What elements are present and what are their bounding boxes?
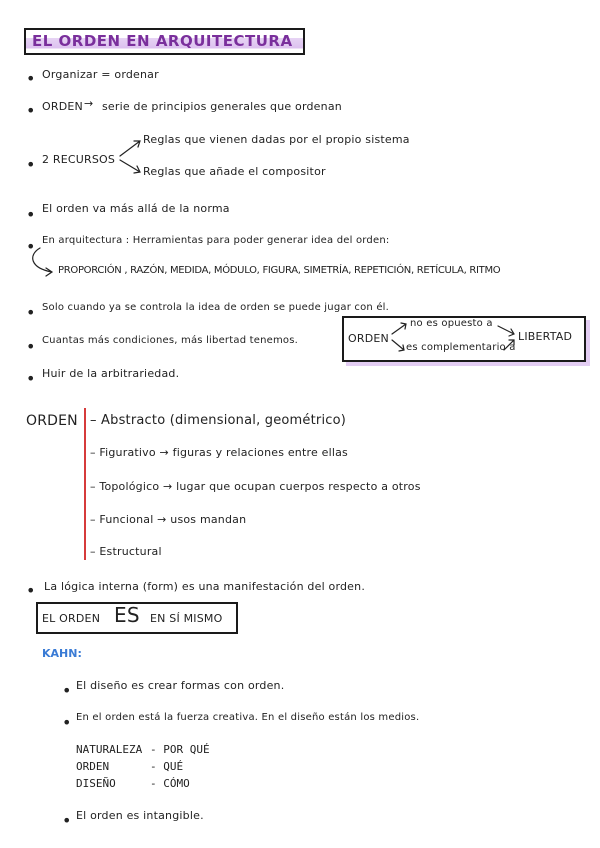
arrow-right-icon <box>504 340 514 350</box>
note-orden-def: serie de principios generales que ordenan <box>102 100 342 113</box>
es-box-big: ES <box>114 603 140 627</box>
bullet-dot: • <box>26 337 36 356</box>
tree-item: – Topológico → lugar que ocupan cuerpos respecto a otros <box>90 480 421 493</box>
libertad-orden: ORDEN <box>348 332 389 345</box>
tree-orden-label: ORDEN <box>26 413 78 429</box>
libertad-complementario: es complementario a <box>406 342 516 353</box>
kahn-row-term: DISEÑO <box>76 777 116 790</box>
page-title: EL ORDEN EN ARQUITECTURA <box>24 28 305 55</box>
kahn-p3: El orden es intangible. <box>76 809 204 822</box>
tree-item: – Estructural <box>90 545 162 558</box>
kahn-p2: En el orden está la fuerza creativa. En el diseño están los medios. <box>76 712 420 723</box>
note-tools: PROPORCIÓN , RAZÓN, MEDIDA, MÓDULO, FIGURA, SIMETRÍA, REPETICIÓN, RETÍCULA, RITMO <box>58 265 501 276</box>
kahn-row-value: - POR QUÉ <box>150 743 210 756</box>
libertad-label: LIBERTAD <box>518 330 573 343</box>
bullet-dot: • <box>26 155 36 174</box>
es-box-post: EN SÍ MISMO <box>150 612 223 625</box>
arrow-up-icon <box>120 141 140 156</box>
note-huir: Huir de la arbitrariedad. <box>42 367 180 380</box>
bullet-dot: • <box>26 101 36 120</box>
es-box-pre: EL ORDEN <box>42 612 101 625</box>
bullet-dot: • <box>26 369 36 388</box>
libertad-no-opuesto: no es opuesto a <box>410 318 493 329</box>
note-organizar: Organizar = ordenar <box>42 68 159 81</box>
bullet-dot: • <box>26 581 36 600</box>
kahn-row-term: NATURALEZA <box>76 743 143 756</box>
arrow-right-icon <box>498 326 514 336</box>
kahn-p1: El diseño es crear formas con orden. <box>76 679 285 692</box>
arrow-down-icon <box>120 160 140 173</box>
bullet-dot: • <box>26 237 36 256</box>
arrow-icon: → <box>84 97 94 110</box>
bullet-dot: • <box>62 681 72 700</box>
arrow-up-icon <box>392 323 406 334</box>
kahn-row-value: - CÓMO <box>150 777 190 790</box>
note-reglas-sistema: Reglas que vienen dadas por el propio sistema <box>143 133 410 146</box>
note-norma: El orden va más allá de la norma <box>42 202 230 215</box>
note-orden-label: ORDEN <box>42 100 83 113</box>
bullet-dot: • <box>26 205 36 224</box>
tree-item: – Figurativo → figuras y relaciones entre ellas <box>90 446 348 459</box>
bullet-dot: • <box>62 811 72 830</box>
bullet-dot: • <box>26 69 36 88</box>
note-recursos: 2 RECURSOS <box>42 153 116 166</box>
bullet-dot: • <box>62 713 72 732</box>
kahn-row-value: - QUÉ <box>150 760 184 773</box>
bullet-dot: • <box>26 303 36 322</box>
note-cuantas: Cuantas más condiciones, más libertad tenemos. <box>42 335 299 346</box>
kahn-label: KAHN: <box>42 647 82 660</box>
kahn-row-term: ORDEN <box>76 760 110 773</box>
note-herramientas: En arquitectura : Herramientas para poder generar idea del orden: <box>42 235 390 246</box>
note-solo: Solo cuando ya se controla la idea de orden se puede jugar con él. <box>42 302 390 313</box>
arrow-down-icon <box>392 340 404 351</box>
tree-item: – Abstracto (dimensional, geométrico) <box>90 413 347 428</box>
note-reglas-compositor: Reglas que añade el compositor <box>143 165 326 178</box>
tree-item: – Funcional → usos mandan <box>90 513 247 526</box>
note-logica: La lógica interna (form) es una manifestación del orden. <box>44 580 366 593</box>
curved-arrow-icon <box>33 248 52 276</box>
